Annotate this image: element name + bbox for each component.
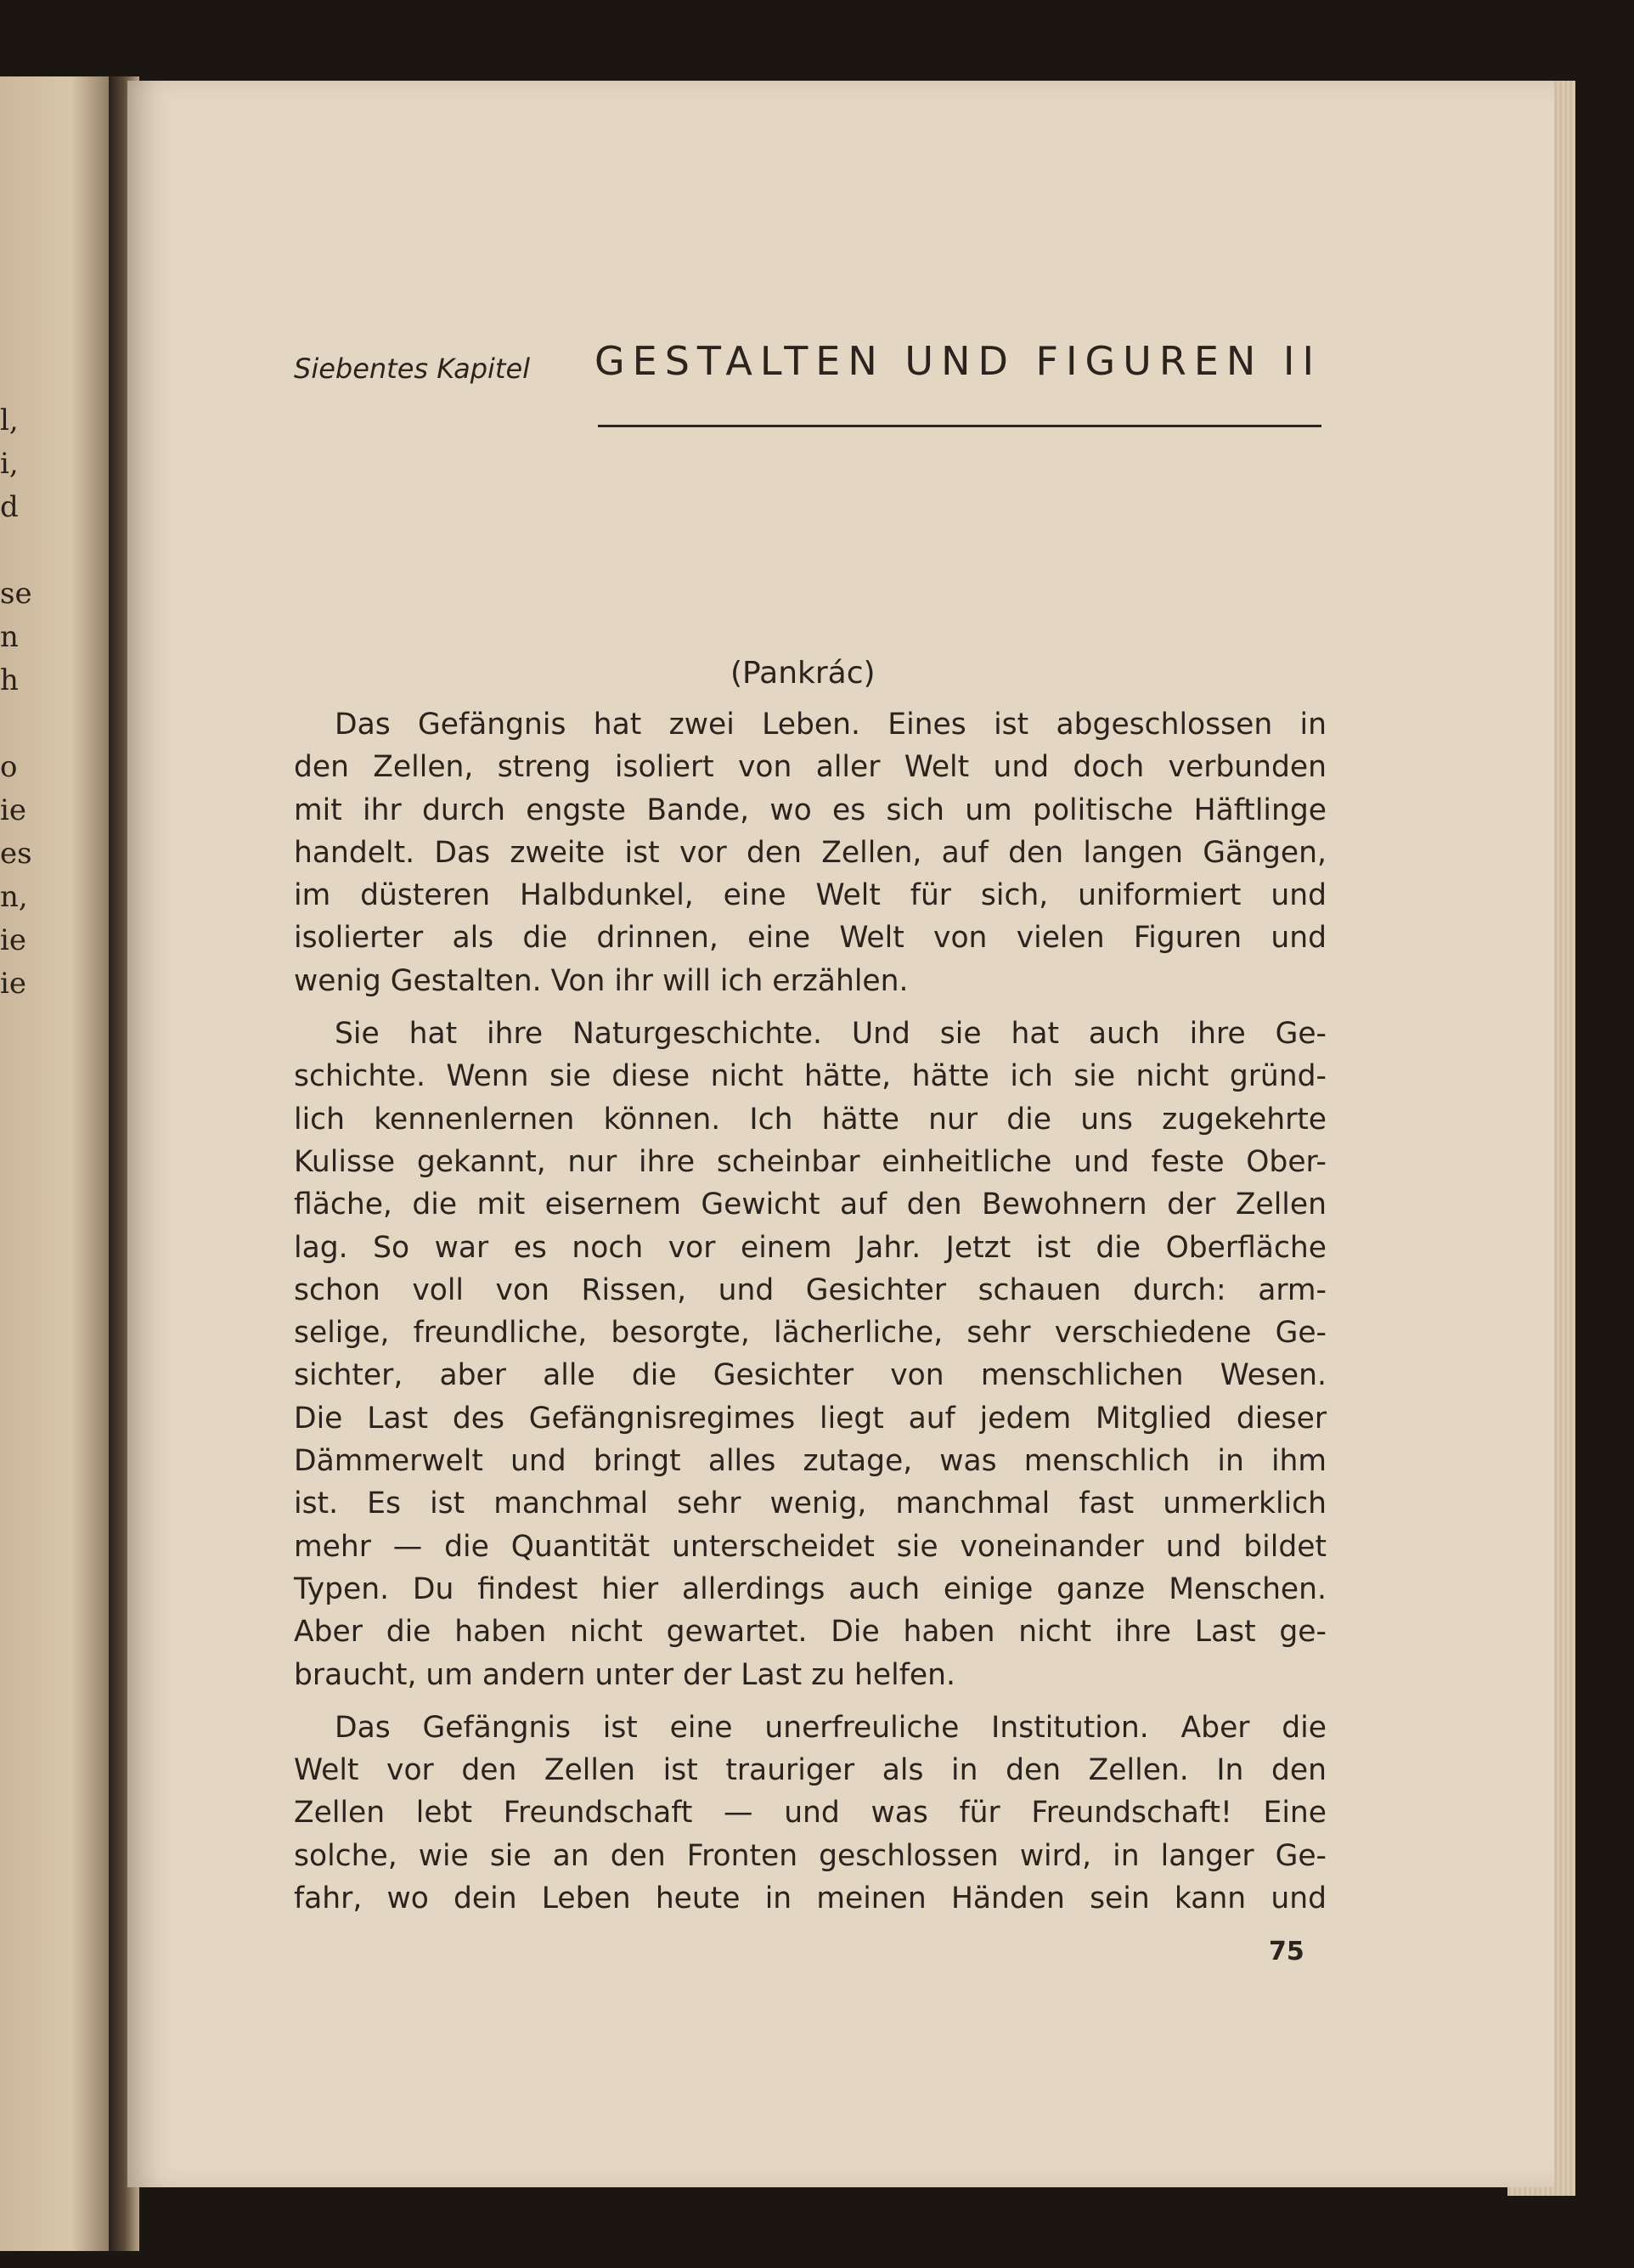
- left-fragment: n,: [0, 880, 28, 914]
- body-text: [294, 703, 1327, 1930]
- paragraph-2: [294, 1013, 1327, 1696]
- text-line: braucht, um andern unter der Last zu helfen.: [294, 1657, 955, 1692]
- text-line: Das Gefängnis hat zwei Leben. Eines ist abgeschlossen in: [335, 708, 1327, 742]
- text-line: solche, wie sie an den Fronten geschlossen wird, in langer Ge-: [294, 1838, 1327, 1873]
- left-fragment: es: [0, 837, 32, 871]
- text-line: handelt. Das zweite ist vor den Zellen, auf den langen Gängen,: [294, 835, 1327, 870]
- text-line: Die Last des Gefängnisregimes liegt auf jedem Mitglied dieser: [294, 1401, 1327, 1436]
- text-line: mit ihr durch engste Bande, wo es sich um politische Häftlinge: [294, 793, 1327, 827]
- left-fragment: ie: [0, 923, 26, 957]
- left-facing-page: [0, 76, 119, 2251]
- text-line: ist. Es ist manchmal sehr wenig, manchmal fast unmerklich: [294, 1487, 1327, 1521]
- text-line: isolierter als die drinnen, eine Welt von vielen Figuren und: [294, 921, 1327, 956]
- left-fragment: l,: [0, 403, 19, 437]
- text-line: wenig Gestalten. Von ihr will ich erzählen.: [294, 963, 909, 998]
- text-line: Das Gefängnis ist eine unerfreuliche Institution. Aber die: [335, 1710, 1327, 1745]
- text-line: Kulisse gekannt, nur ihre scheinbar einheitliche und feste Ober-: [294, 1144, 1327, 1179]
- text-line: Typen. Du findest hier allerdings auch einige ganze Menschen.: [294, 1571, 1327, 1606]
- left-fragment: se: [0, 577, 32, 611]
- text-line: fläche, die mit eisernem Gewicht auf den Bewohnern der Zellen: [294, 1188, 1327, 1222]
- text-line: schichte. Wenn sie diese nicht hätte, hätte ich sie nicht gründ-: [294, 1059, 1327, 1094]
- section-heading: (Pankrác): [730, 656, 876, 691]
- left-page-text-fragments: [0, 399, 34, 1006]
- chapter-title: GESTALTEN UND FIGUREN II: [594, 338, 1322, 384]
- text-line: lich kennenlernen können. Ich hätte nur die uns zugekehrte: [294, 1102, 1327, 1137]
- title-underline: [598, 425, 1321, 427]
- text-line: Welt vor den Zellen ist trauriger als in den Zellen. In den: [294, 1753, 1327, 1788]
- page-number: 75: [1269, 1937, 1304, 1966]
- left-fragment: ie: [0, 967, 26, 1001]
- text-line: sichter, aber alle die Gesichter von menschlichen Wesen.: [294, 1358, 1327, 1393]
- text-line: Sie hat ihre Naturgeschichte. Und sie hat auch ihre Ge-: [335, 1017, 1327, 1052]
- text-line: Zellen lebt Freundschaft — und was für Freundschaft! Eine: [294, 1796, 1327, 1831]
- left-fragment: [0, 702, 34, 746]
- text-line: selige, freundliche, besorgte, lächerliche, sehr verschiedene Ge-: [294, 1316, 1327, 1351]
- left-fragment: [0, 529, 34, 573]
- chapter-label: Siebentes Kapitel: [294, 353, 531, 385]
- left-fragment: ie: [0, 793, 26, 827]
- left-fragment: o: [0, 750, 18, 784]
- paragraph-3: [294, 1707, 1327, 1920]
- text-line: schon voll von Rissen, und Gesichter schauen durch: arm-: [294, 1272, 1327, 1307]
- text-line: fahr, wo dein Leben heute in meinen Händen sein kann und: [294, 1882, 1327, 1916]
- text-line: mehr — die Quantität unterscheidet sie voneinander und bildet: [294, 1529, 1327, 1564]
- text-line: Dämmerwelt und bringt alles zutage, was menschlich in ihm: [294, 1444, 1327, 1479]
- paragraph-1: [294, 703, 1327, 1002]
- left-fragment: n: [0, 620, 19, 654]
- left-fragment: d: [0, 490, 19, 524]
- left-fragment: h: [0, 663, 19, 697]
- text-line: den Zellen, streng isoliert von aller Welt und doch verbunden: [294, 750, 1327, 785]
- left-fragment: i,: [0, 447, 19, 481]
- text-line: im düsteren Halbdunkel, eine Welt für sich, uniformiert und: [294, 878, 1327, 913]
- text-line: Aber die haben nicht gewartet. Die haben nicht ihre Last ge-: [294, 1615, 1327, 1650]
- text-line: lag. So war es noch vor einem Jahr. Jetzt ist die Oberfläche: [294, 1230, 1327, 1265]
